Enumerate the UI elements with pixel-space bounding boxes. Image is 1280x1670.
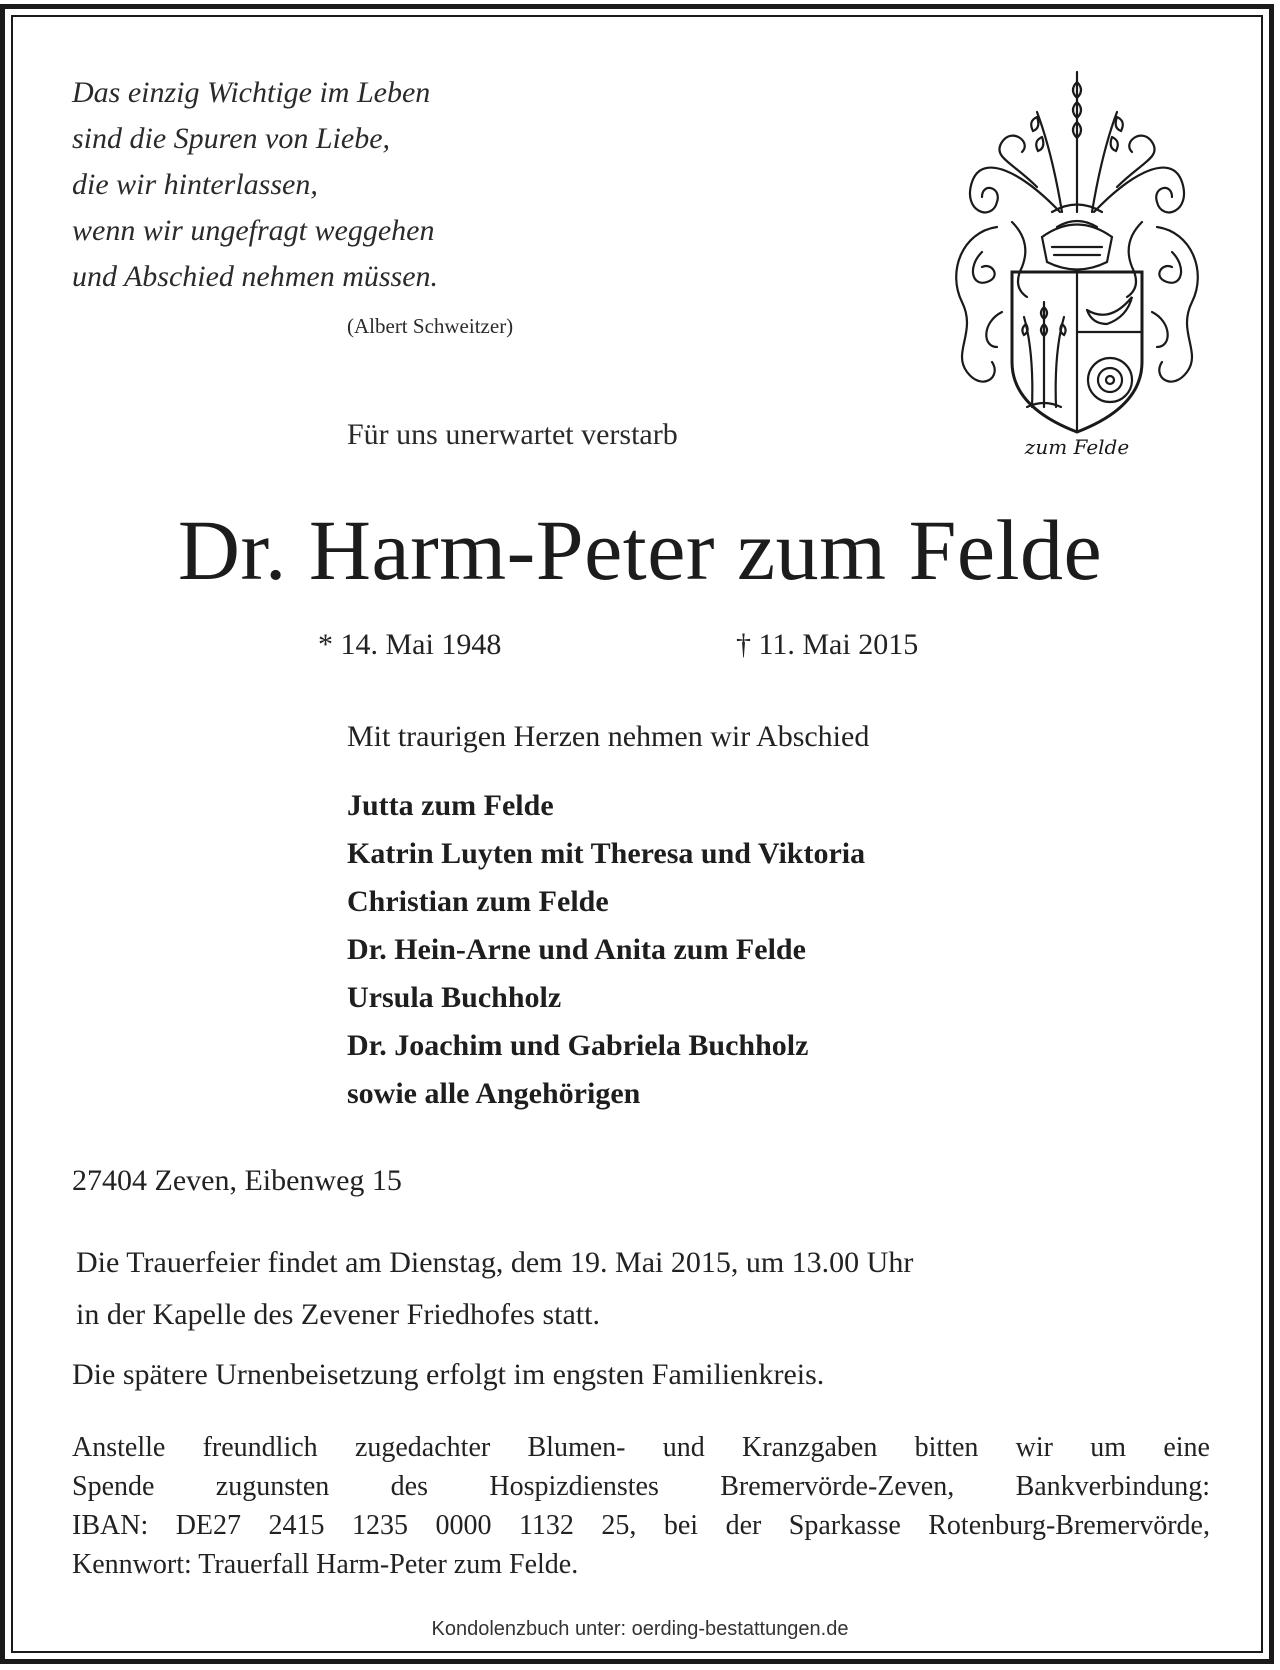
condolence-book-link[interactable]: Kondolenzbuch unter: oerding-bestattungen.de: [431, 1618, 849, 1640]
mourner: Christian zum Felde: [347, 885, 609, 918]
service-line: in der Kapelle des Zevener Friedhofes statt.: [76, 1298, 600, 1331]
service-line: Die Trauerfeier findet am Dienstag, dem 19. Mai 2015, um 13.00 Uhr: [76, 1246, 914, 1279]
quote-author: (Albert Schweitzer): [347, 314, 514, 338]
farewell-text: Mit traurigen Herzen nehmen wir Abschied: [347, 720, 870, 753]
quote-line: sind die Spuren von Liebe,: [72, 122, 391, 155]
mourner: Dr. Joachim und Gabriela Buchholz: [347, 1029, 809, 1062]
urn-burial-note: Die spätere Urnenbeisetzung erfolgt im engsten Familienkreis.: [72, 1358, 825, 1391]
mourners-list: [347, 782, 865, 1118]
service-info: [76, 1237, 913, 1341]
deceased-name: Dr. Harm-Peter zum Felde: [177, 502, 1103, 598]
birth-date: * 14. Mai 1948: [318, 628, 502, 661]
quote-line: und Abschied nehmen müssen.: [72, 260, 439, 293]
death-date: † 11. Mai 2015: [736, 628, 919, 661]
intro-text: Für uns unerwartet verstarb: [347, 418, 678, 451]
quote-line: die wir hinterlassen,: [72, 168, 318, 201]
quote-line: wenn wir ungefragt weggehen: [72, 214, 435, 247]
mourner: Dr. Hein-Arne und Anita zum Felde: [347, 933, 806, 966]
coat-of-arms-icon: [942, 62, 1212, 462]
donation-line: IBAN: DE27 2415 1235 0000 1132 25, bei der Sparkasse Rotenburg-Bremervörde,: [72, 1510, 1210, 1541]
quote: [72, 70, 438, 300]
mourner: Ursula Buchholz: [347, 981, 562, 1014]
shield-icon: [1012, 272, 1142, 432]
wheat-crest-icon: [1031, 72, 1123, 227]
mourner: Jutta zum Felde: [347, 789, 554, 822]
address: 27404 Zeven, Eibenweg 15: [72, 1164, 402, 1197]
mourner: sowie alle Angehörigen: [347, 1077, 641, 1110]
quote-line: Das einzig Wichtige im Leben: [72, 76, 431, 109]
donation-line: Anstelle freundlich zugedachter Blumen- und Kranzgaben bitten wir um eine: [72, 1432, 1210, 1463]
crest-caption: zum Felde: [1024, 435, 1130, 459]
mourner: Katrin Luyten mit Theresa und Viktoria: [347, 837, 866, 870]
donation-info: [72, 1428, 1210, 1584]
donation-line: Kennwort: Trauerfall Harm-Peter zum Felde.: [72, 1549, 579, 1580]
donation-line: Spende zugunsten des Hospizdienstes Bremervörde-Zeven, Bankverbindung:: [72, 1471, 1210, 1502]
